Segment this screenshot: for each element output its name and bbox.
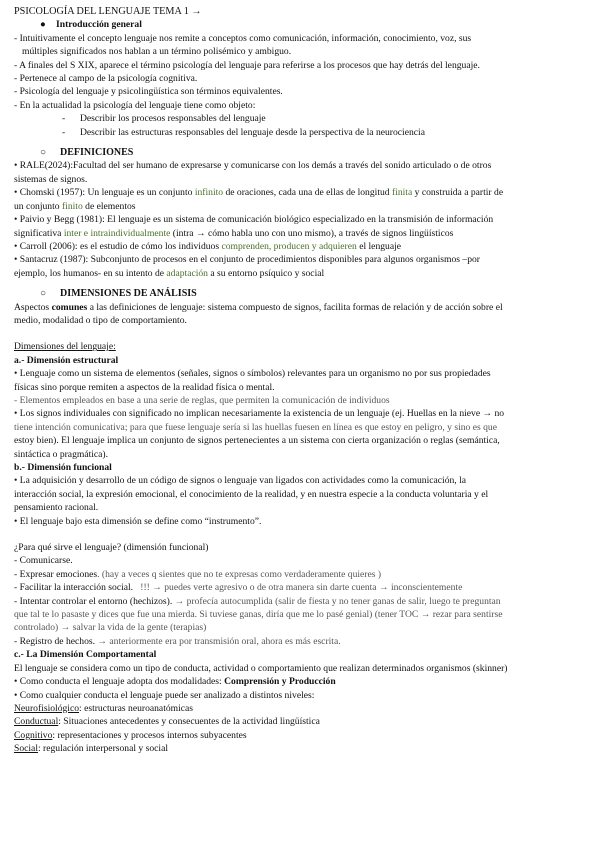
dimension-funcional-title: b.- Dimensión funcional — [14, 462, 112, 473]
para-que-registro: - Registro de hechos. → anteriormente era por transmisión oral, ahora es más escrita. — [14, 635, 341, 647]
bullet-dot-icon: ● — [40, 19, 46, 31]
intro-item-1: - Intuitivamente el concepto lenguaje nos remite a conceptos como comunicación, información, conocimiento, voz, sus — [14, 32, 472, 44]
estructural-line-4: • Los signos individuales con significado no implican necesariamente la existencia de un lenguaje (ej. Huellas en la nieve → no — [14, 408, 505, 420]
dimensiones-heading: ○ DIMENSIONES DE ANÁLISIS — [40, 288, 197, 300]
para-que-intentar: - Intentar controlar el entorno (hechizos). → profecía autocumplida (salir de fiesta y no tener ganas de salir, luego te preguntan — [14, 595, 501, 607]
circle-bullet-icon: ○ — [40, 147, 47, 159]
comportamental-line-2: • Como conducta el lenguaje adopta dos modalidades: Comprensión y Producción — [14, 676, 336, 688]
comportamental-line-1: El lenguaje se considera como un tipo de conducta, actividad o comportamiento que realizan determinados organismos (skinner) — [14, 662, 508, 674]
definition-chomsky-cont: un conjunto finito de elementos — [14, 200, 136, 212]
estructural-line-7: sintáctica o pragmática). — [14, 448, 109, 460]
para-que-comunicarse: - Comunicarse. — [14, 555, 73, 567]
dimension-comportamental-title: c.- La Dimensión Comportamental — [14, 649, 157, 661]
intro-item-1-cont: múltiples significados nos hablan a un término polisémico y ambiguo. — [22, 46, 292, 58]
estructural-line-5: tiene intención comunicativa; para que fuese lenguaje sería si las huellas fuesen en línea es que estoy en peligro, y sino es que — [14, 421, 497, 433]
para-que-intentar-cont-2: controlado) → salvar la vida de la gente (terapias) — [14, 622, 207, 634]
definition-santacruz: • Santacruz (1987): Subconjunto de procesos en el conjunto de procedimientos disponibles para algunos organismos –por — [14, 254, 480, 266]
para-que-question: ¿Para qué sirve el lenguaje? (dimensión funcional) — [14, 542, 209, 554]
estructural-line-1: • Lenguaje como un sistema de elementos (señales, signos o símbolos) relevantes para un organismo no por sus propiedades — [14, 368, 491, 380]
funcional-line-3: pensamiento racional. — [14, 502, 99, 514]
para-que-facilitar: - Facilitar la interacción social. !!! → puedes verte agresivo o de otra manera sin darte cuenta → inconscientemente — [14, 582, 463, 594]
definition-rae-cont: sistemas de signos. — [14, 173, 88, 185]
definition-paivio-cont: significativa inter e intraindividualmente (intra → cómo habla uno con uno mismo), a través de signos lingüísticos — [14, 227, 454, 239]
intro-item-5: - En la actualidad la psicología del lenguaje tiene como objeto: — [14, 99, 256, 111]
definition-paivio: • Paivio y Begg (1981): El lenguaje es un sistema de comunicación biológico especializado en la transmisión de información — [14, 214, 494, 226]
estructural-line-2: físicas sino porque remiten a aspectos de la realidad física o mental. — [14, 381, 275, 393]
para-que-intentar-cont-1: que tal te lo pasaste y dices que fue una mierda. Si tuviese ganas, diría que me lo pasé genial) (tener TOC → rezar para sentirse — [14, 609, 503, 621]
estructural-line-3: - Elementos empleados en base a una serie de reglas, que permiten la comunicación de individuos — [14, 394, 390, 406]
level-cognitivo: Cognitivo: representaciones y procesos internos subyacentes — [14, 729, 247, 741]
intro-subitem-2: - Describir las estructuras responsables del lenguaje desde la perspectiva de la neurociencia — [62, 126, 425, 138]
definition-chomsky: • Chomski (1957): Un lenguaje es un conjunto infinito de oraciones, cada una de ellas de longitud finita y construida a partir de — [14, 187, 504, 199]
definition-carroll: • Carroll (2006): es el estudio de cómo los individuos comprenden, producen y adquieren el lenguaje — [14, 240, 402, 252]
level-neurofisiologico: Neurofisiológico: estructuras neuroanatómicas — [14, 702, 194, 714]
intro-item-2: - A finales del S XIX, aparece el término psicología del lenguaje para referirse a los procesos que hay detrás del lenguaje. — [14, 59, 480, 71]
intro-item-4: - Psicología del lenguaje y psicolingüística son términos equivalentes. — [14, 86, 283, 98]
aspectos-paragraph-cont: medio, modalidad o tipo de comportamiento. — [14, 314, 187, 326]
definiciones-heading: ○ DEFINICIONES — [40, 147, 134, 159]
estructural-line-6: estoy bien). El lenguaje implica un conjunto de signos pertenecientes a un sistema con cierta organización o reglas (semántica, — [14, 435, 500, 447]
intro-heading: ● Introducción general — [40, 19, 142, 31]
level-social: Social: regulación interpersonal y social — [14, 743, 168, 755]
comportamental-line-3: • Como cualquier conducta el lenguaje puede ser analizado a distintos niveles: — [14, 689, 315, 701]
definition-rae: • RALE(2024):Facultad del ser humano de expresarse y comunicarse con los demás a través del sonido articulado o de otros — [14, 160, 492, 172]
funcional-line-4: • El lenguaje bajo esta dimensión se define como “instrumento”. — [14, 515, 262, 527]
definition-santacruz-cont: ejemplo, los humanos- en su intento de adaptación a su entorno psíquico y social — [14, 267, 325, 279]
intro-subitem-1: - Describir los procesos responsables del lenguaje — [62, 113, 266, 125]
para-que-expresar: - Expresar emociones. (hay a veces q sientes que no te expresas como verdaderamente quieres ) — [14, 568, 382, 580]
dimension-estructural-title: a.- Dimensión estructural — [14, 354, 119, 366]
document-title: PSICOLOGÍA DEL LENGUAJE TEMA 1 → — [14, 6, 202, 17]
circle-bullet-icon: ○ — [40, 288, 47, 300]
intro-item-3: - Pertenece al campo de la psicología cognitiva. — [14, 73, 198, 85]
dimensiones-lenguaje-heading: Dimensiones del lenguaje: — [14, 341, 116, 353]
level-conductual: Conductual: Situaciones antecedentes y consecuentes de la actividad lingüística — [14, 716, 320, 728]
funcional-line-1: • La adquisición y desarrollo de un código de signos o lenguaje van ligados con actividades como la comunicación, la — [14, 475, 467, 487]
funcional-line-2: interacción social, la expresión emocional, el conocimiento de la realidad, y en nuestra especie a la conducta voluntaria y el — [14, 488, 489, 500]
aspectos-paragraph: Aspectos comunes a las definiciones de lenguaje: sistema compuesto de signos, facilita formas de relación y de acción sobre el — [14, 301, 503, 313]
